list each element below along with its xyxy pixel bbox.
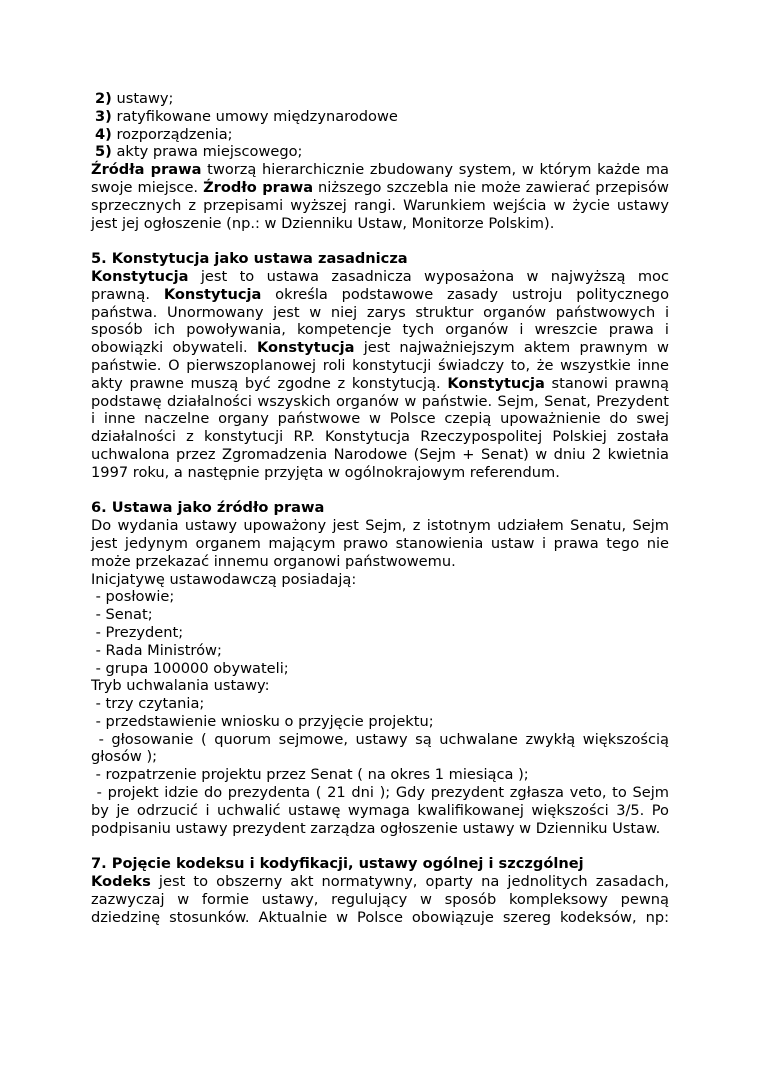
list-item [91, 126, 669, 144]
bold-term: Konstytucja [163, 285, 262, 303]
list-item-text: akty prawa miejscowego; [111, 143, 303, 161]
list-item-text: ratyfikowane umowy międzynarodowe [111, 107, 398, 125]
list-item: - rozpatrzenie projektu przez Senat ( na okres 1 miesiąca ); [91, 766, 529, 784]
section-7-heading [91, 855, 669, 873]
list-item-text: rozporządzenia; [111, 125, 233, 143]
spacer [91, 837, 669, 855]
bold-term: Konstytucja [256, 339, 355, 357]
document-content [91, 90, 674, 926]
list-item-text: ustawy; [111, 90, 174, 107]
list-item: - grupa 100000 obywateli; [91, 659, 289, 677]
list-item: - głosowanie ( quorum sejmowe, ustawy są uchwalane zwykłą większością głosów ); [91, 730, 674, 766]
spacer [91, 232, 669, 250]
list-item [91, 90, 669, 108]
list-item-number: 2) [95, 90, 112, 107]
spacer [91, 482, 669, 500]
section-6-heading [91, 499, 669, 517]
paragraph-text: określa podstawowe zasady ustroju politycznego państwa. Unormowany jest w niej zarys struktur organów państwowych i sposób ich powoływania, kompetencje tych organów i wreszcie prawa i obowiązki obywateli. [91, 285, 669, 357]
section-heading-text: 5. Konstytucja jako ustawa zasadnicza [91, 250, 408, 268]
paragraph-text: jest to ustawa zasadnicza wyposażona w najwyższą moc prawną. [91, 267, 669, 303]
section-7-paragraph [91, 873, 669, 926]
list-item-number: 4) [95, 125, 112, 143]
list-item: - trzy czytania; [91, 695, 205, 713]
procedure-label: Tryb uchwalania ustawy: [91, 677, 270, 695]
sources-paragraph [91, 161, 669, 232]
section-heading-text: 7. Pojęcie kodeksu i kodyfikacji, ustawy ogólnej i szczgólnej [91, 855, 584, 873]
list-item-number: 5) [95, 143, 112, 161]
section-6-intro: Do wydania ustawy upoważony jest Sejm, z istotnym udziałem Senatu, Sejm jest jedynym organem mającym prawo stanowienia ustaw i prawa tego nie może przekazać innemu organowi państwowemu. [91, 517, 669, 570]
list-item [91, 143, 669, 161]
list-item: - projekt idzie do prezydenta ( 21 dni ); Gdy prezydent zgłasza veto, to Sejm by je odrzucić i uchwalić ustawę wymaga kwalifikowanej większości 3/5. Po podpisaniu ustawy prezydent zarządza ogłoszenie ustawy w Dzienniku Ustaw. [91, 784, 674, 837]
list-item [91, 108, 669, 126]
paragraph-text: niższego szczebla nie może zawierać przepisów sprzecznych z przepisami wyższej rangi. Warunkiem wejścia w życie ustawy jest jej ogłoszenie (np.: w Dzienniku Ustaw, Monitorze Polskim). [91, 178, 669, 232]
bold-term: Źródła prawa [91, 161, 202, 179]
paragraph-text: tworzą hierarchicznie zbudowany system, w którym każde ma swoje miejsce. [91, 161, 669, 196]
sources-list [91, 90, 669, 161]
paragraph-text: jest najważniejszym aktem prawnym w państwie. O pierwszoplanowej roli konstytucji świadczy to, że wszystkie inne akty prawne muszą być zgodne z konstytucją. [91, 339, 669, 392]
list-item-number: 3) [95, 107, 112, 125]
initiative-list [91, 588, 669, 677]
list-item: - Rada Ministrów; [91, 641, 222, 659]
procedure-list [91, 695, 674, 837]
section-heading-text: 6. Ustawa jako źródło prawa [91, 499, 325, 517]
section-5-paragraph [91, 268, 669, 482]
paragraph-text: jest to obszerny akt normatywny, oparty na jednolitych zasadach, zazwyczaj w formie ustawy, regulujący w sposób kompleksowy pewną dziedzinę stosunków. Aktualnie w Polsce obowiązuje szereg kodeksów, np: [91, 873, 669, 926]
bold-term: Kodeks [91, 873, 151, 891]
paragraph-text: stanowi prawną podstawę działalności wszyskich organów w państwie. Sejm, Senat, Prezydent i inne naczelne organy państwowe w Polsce czepią upoważnienie do swej działalności z konstytucji RP. Konstytucja Rzeczypospolitej Polskiej została uchwalona przez Zgromadzenia Narodowe (Sejm + Senat) w dniu 2 kwietnia 1997 roku, a następnie przyjęta w ogólnokrajowym referendum. [91, 374, 669, 481]
bold-term: Konstytucja [447, 374, 545, 392]
initiative-label: Inicjatywę ustawodawczą posiadają: [91, 570, 357, 588]
section-5-heading [91, 250, 669, 268]
list-item: - posłowie; [91, 588, 175, 606]
bold-term: Konstytucja [91, 267, 189, 285]
list-item: - Senat; [91, 606, 153, 624]
list-item: - przedstawienie wniosku o przyjęcie projektu; [91, 712, 434, 730]
bold-term: Źrodło prawa [203, 178, 314, 196]
list-item: - Prezydent; [91, 623, 184, 641]
